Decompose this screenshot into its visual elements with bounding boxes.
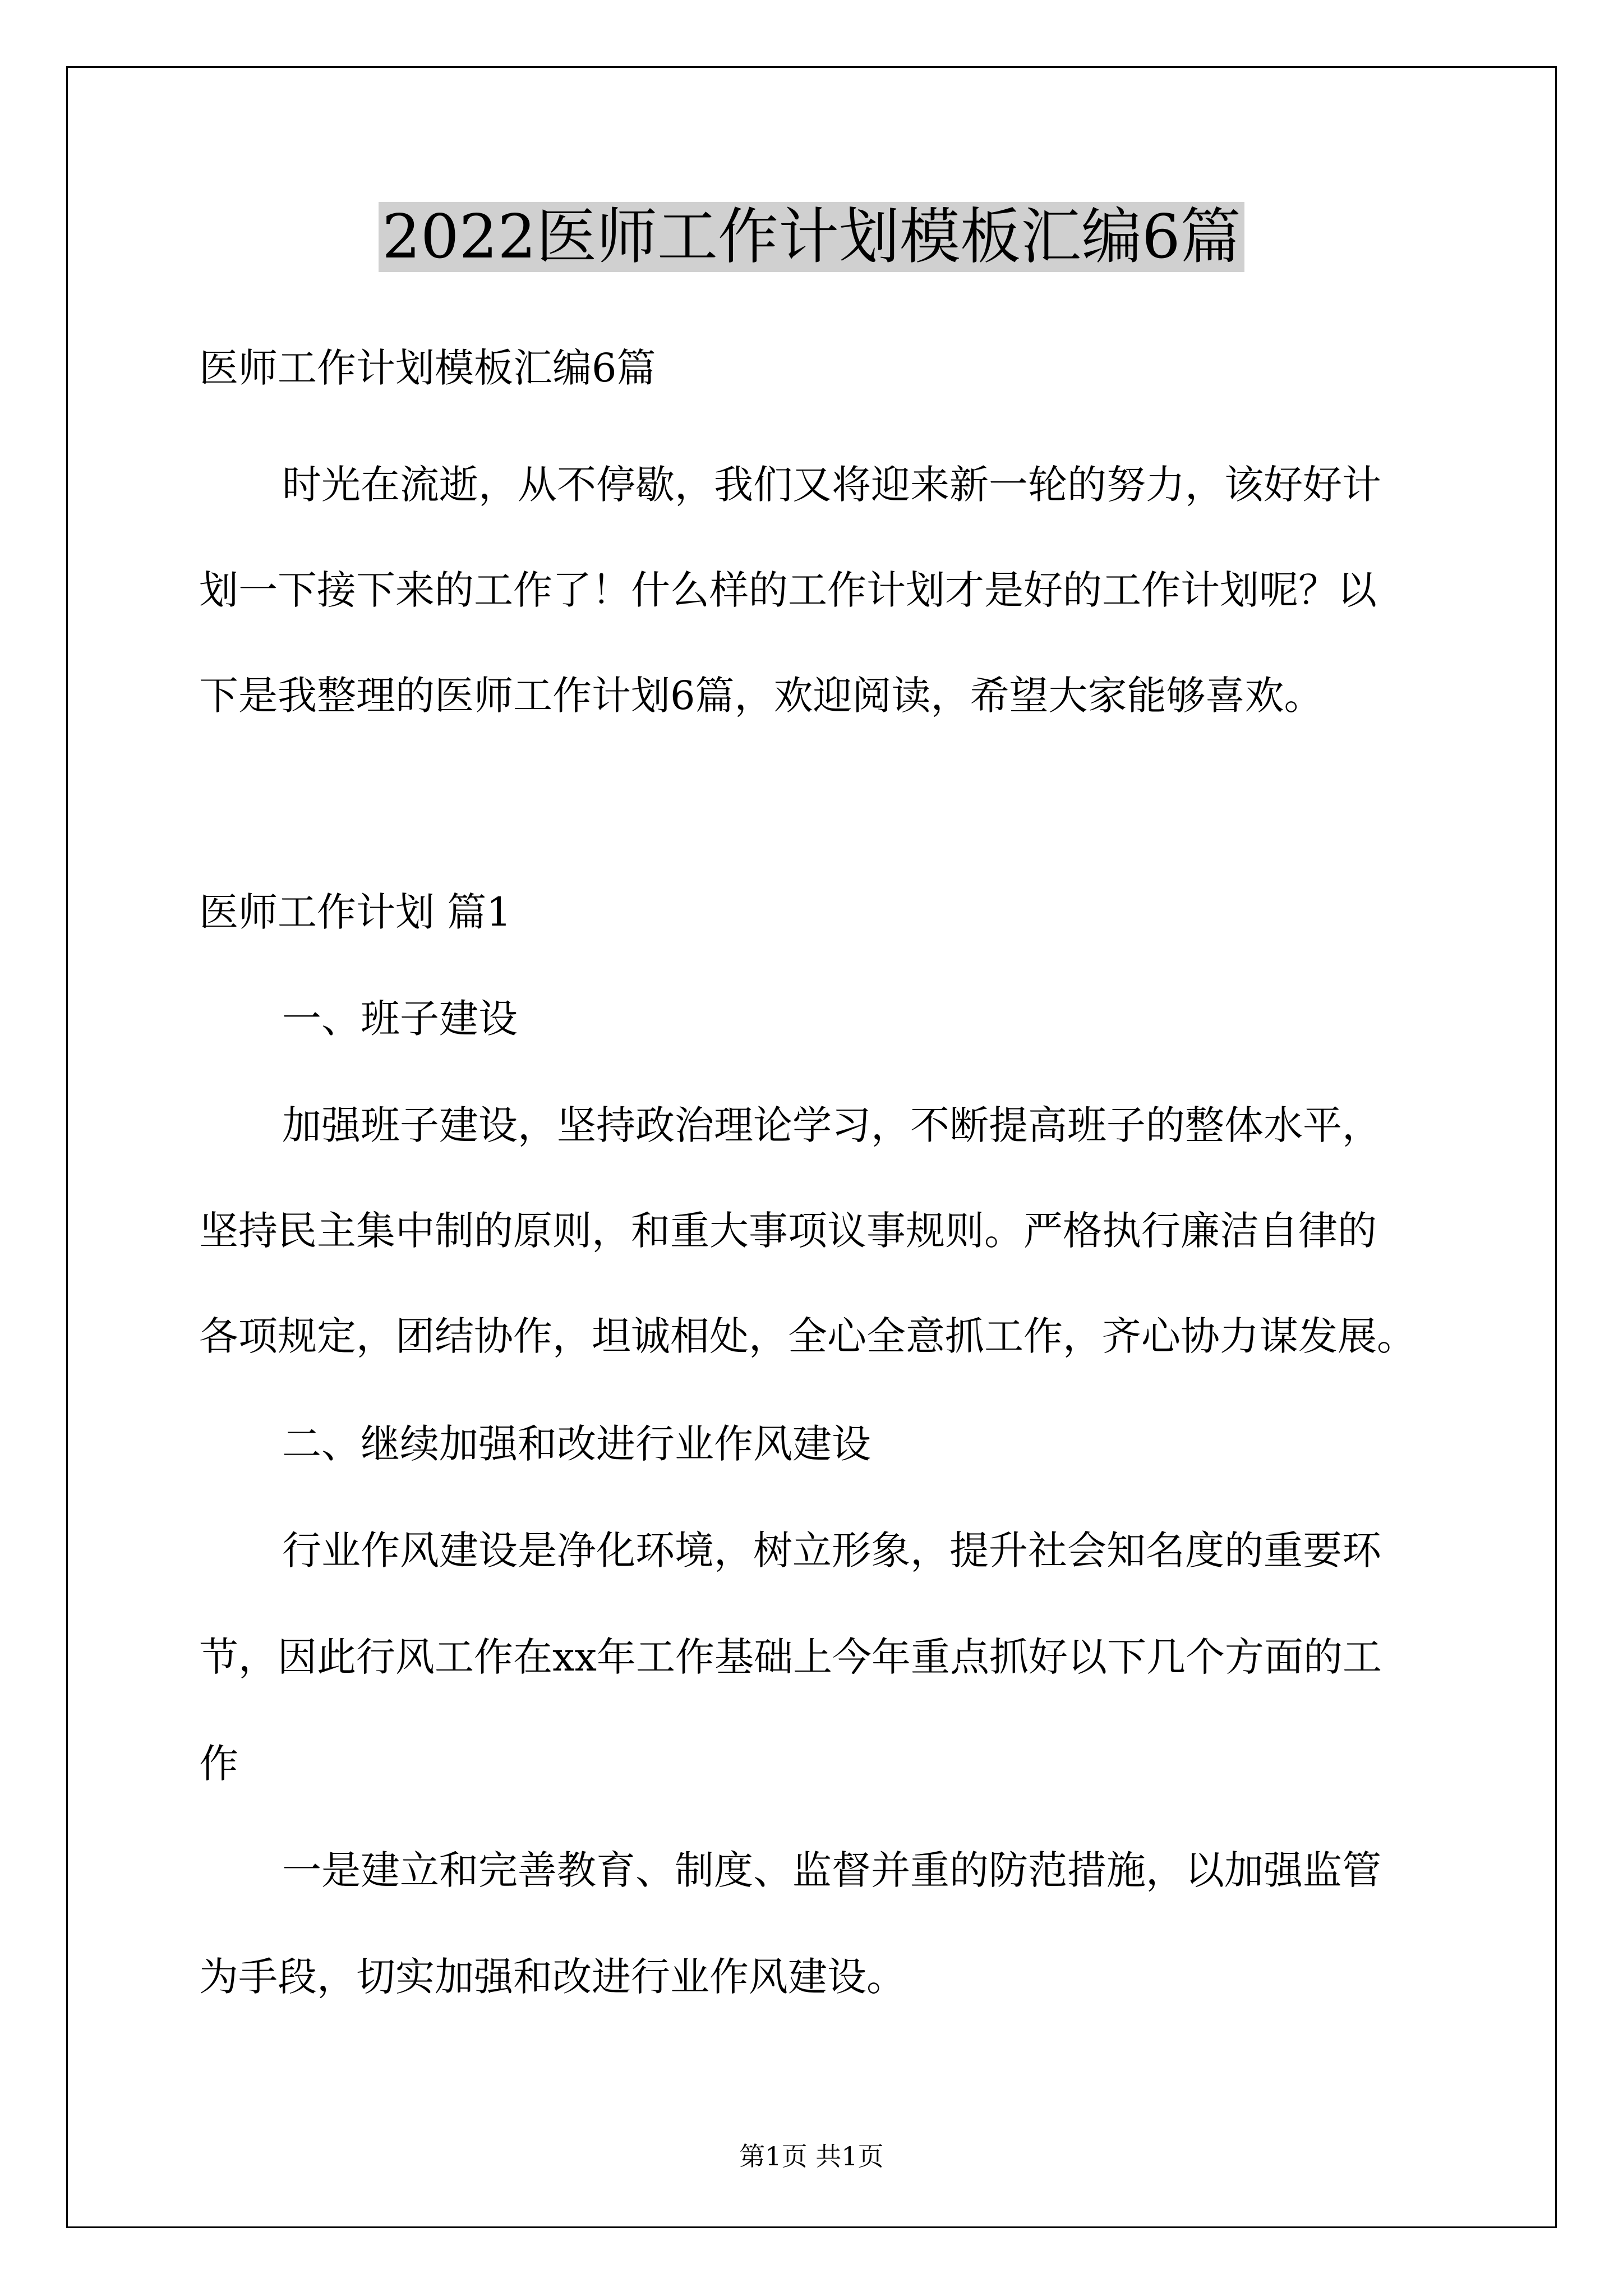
section-title: 医师工作计划 篇1 <box>199 889 511 935</box>
document-title-text: 2022医师工作计划模板汇编6篇 <box>379 202 1244 272</box>
intro-line-1: 时光在流逝，从不停歇，我们又将迎来新一轮的努力，该好好计 <box>282 462 1381 508</box>
paragraph-1-line-1: 加强班子建设，坚持政治理论学习，不断提高班子的整体水平， <box>282 1102 1381 1148</box>
paragraph-2-line-2: 节，因此行风工作在xx年工作基础上今年重点抓好以下几个方面的工 <box>199 1634 1382 1680</box>
page-footer: 第1页 共1页 <box>739 2141 884 2171</box>
paragraph-1-line-2: 坚持民主集中制的原则，和重大事项议事规则。严格执行廉洁自律的 <box>199 1208 1377 1254</box>
intro-line-3: 下是我整理的医师工作计划6篇，欢迎阅读，希望大家能够喜欢。 <box>199 673 1324 719</box>
paragraph-3-line-1: 一是建立和完善教育、制度、监督并重的防范措施，以加强监管 <box>282 1847 1381 1893</box>
paragraph-2-line-3: 作 <box>199 1741 238 1787</box>
paragraph-1-line-3: 各项规定，团结协作，坦诚相处，全心全意抓工作，齐心协力谋发展。 <box>199 1313 1416 1359</box>
paragraph-2-line-1: 行业作风建设是净化环境，树立形象，提升社会知名度的重要环 <box>282 1527 1381 1573</box>
intro-line-2: 划一下接下来的工作了！什么样的工作计划才是好的工作计划呢？以 <box>199 567 1377 613</box>
paragraph-3-line-2: 为手段，切实加强和改进行业作风建设。 <box>199 1954 906 2000</box>
heading-team-building: 一、班子建设 <box>282 996 518 1042</box>
document-title <box>0 195 1623 279</box>
document-subtitle: 医师工作计划模板汇编6篇 <box>199 345 656 391</box>
heading-industry-conduct: 二、继续加强和改进行业作风建设 <box>282 1421 871 1467</box>
